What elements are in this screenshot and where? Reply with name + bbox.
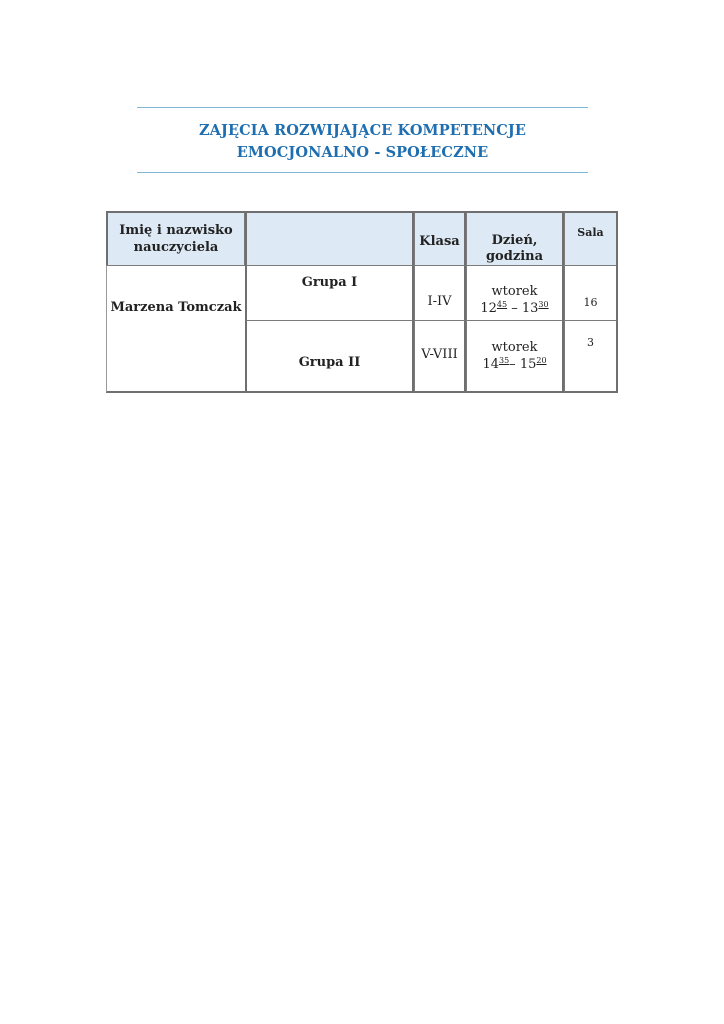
header-day-line-1: Dzień, xyxy=(491,233,538,248)
title-line-2: EMOCJONALNO - SPOŁECZNE xyxy=(236,144,489,161)
header-teacher-line-1: Imię i nazwisko xyxy=(119,223,233,238)
start-minutes: 45 xyxy=(496,300,508,309)
day-value: wtorek xyxy=(491,284,538,299)
header-teacher-line-2: nauczyciela xyxy=(133,240,219,255)
table-row-1-group xyxy=(245,265,414,321)
end-hour: 15 xyxy=(519,357,537,372)
time-separator: – xyxy=(509,357,520,372)
table-row-1-class xyxy=(414,265,466,321)
time-separator: – xyxy=(507,301,522,316)
start-hour: 12 xyxy=(480,301,497,316)
time-range xyxy=(467,357,562,372)
teacher-cell xyxy=(106,265,246,393)
teacher-name: Marzena Tomczak xyxy=(110,300,242,315)
time-range xyxy=(467,301,562,316)
class-value: I-IV xyxy=(427,294,452,309)
header-class-label: Klasa xyxy=(419,234,460,249)
end-minutes: 30 xyxy=(538,300,549,309)
class-value: V-VIII xyxy=(421,347,458,362)
end-hour: 13 xyxy=(521,301,539,316)
room-value: 3 xyxy=(587,336,594,349)
title-top-rule xyxy=(137,107,588,108)
header-day xyxy=(466,211,564,266)
header-class xyxy=(414,211,466,266)
title-bottom-rule xyxy=(137,172,588,173)
header-teacher xyxy=(106,211,245,266)
header-room-label: Sala xyxy=(577,226,604,239)
header-room xyxy=(564,211,618,266)
start-hour: 14 xyxy=(482,357,499,372)
table-row-2-room xyxy=(564,320,618,393)
room-value: 16 xyxy=(583,296,598,309)
table-row-1-room xyxy=(564,265,618,321)
header-day-line-2: godzina xyxy=(485,249,544,264)
table-row-2-group xyxy=(245,320,414,393)
start-minutes: 35 xyxy=(498,356,510,365)
header-group xyxy=(245,211,414,266)
table-row-2-day xyxy=(466,320,564,393)
table-row-1-day xyxy=(466,265,564,321)
end-minutes: 20 xyxy=(536,356,547,365)
group-label: Grupa I xyxy=(301,275,358,290)
day-value: wtorek xyxy=(491,340,538,355)
page-title xyxy=(137,120,588,164)
group-label: Grupa II xyxy=(298,355,361,370)
table-row-2-class xyxy=(414,320,466,393)
title-line-1: ZAJĘCIA ROZWIJAJĄCE KOMPETENCJE xyxy=(198,122,527,139)
